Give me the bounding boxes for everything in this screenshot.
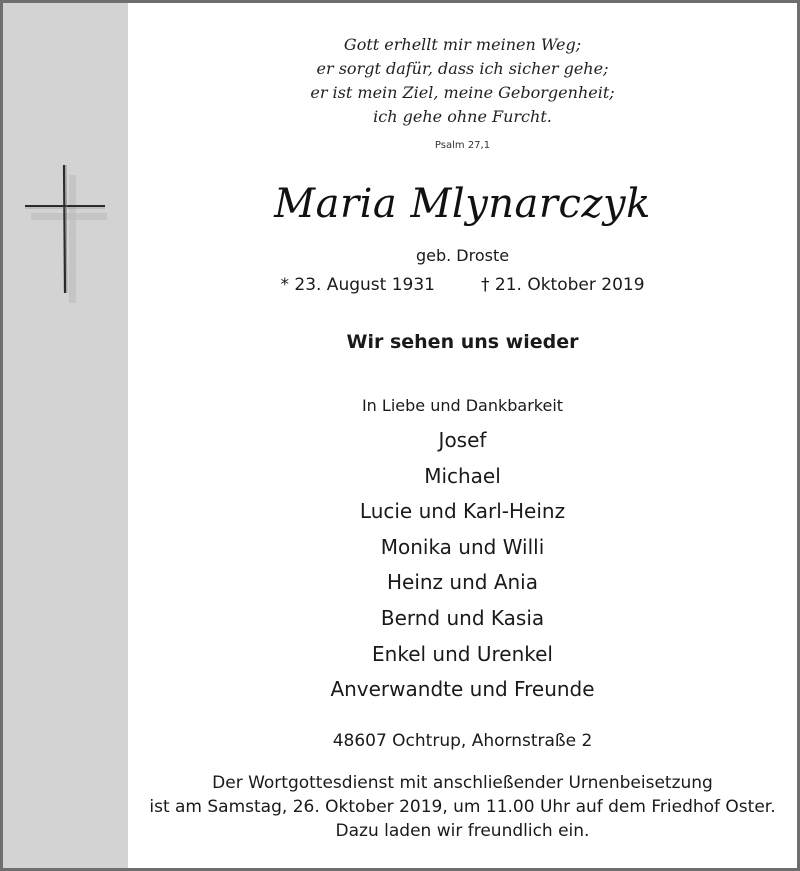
birth-date: * 23. August 1931: [280, 275, 435, 295]
service-line: ist am Samstag, 26. Oktober 2019, um 11.00 Uhr auf dem Friedhof Oster.: [149, 797, 776, 817]
list-item: Enkel und Urenkel: [372, 641, 553, 666]
list-item: Michael: [424, 463, 501, 488]
list-item: Bernd und Kasia: [380, 605, 545, 630]
mourners-intro: In Liebe und Dankbarkeit: [361, 396, 564, 415]
list-item: Anverwandte und Freunde: [330, 677, 595, 702]
deceased-name: Maria Mlynarczyk: [274, 181, 651, 227]
mourners-list: [128, 423, 797, 708]
notice-content: [128, 3, 797, 868]
address: 48607 Ochtrup, Ahornstraße 2: [332, 731, 593, 751]
list-item: Josef: [438, 428, 487, 452]
verse-line: er sorgt dafür, dass ich sicher gehe;: [316, 59, 609, 78]
service-info: [128, 771, 797, 843]
bible-verse: [128, 33, 797, 129]
maiden-name: geb. Droste: [415, 246, 510, 265]
verse-line: ich gehe ohne Furcht.: [373, 107, 552, 126]
motto: Wir sehen uns wieder: [346, 331, 579, 353]
service-line: Der Wortgottesdienst mit anschließender Urnenbeisetzung: [212, 773, 713, 793]
cross-icon: [21, 163, 111, 303]
list-item: Lucie und Karl-Heinz: [359, 499, 566, 524]
death-date: † 21. Oktober 2019: [480, 275, 645, 295]
verse-reference: Psalm 27,1: [434, 140, 491, 151]
verse-line: er ist mein Ziel, meine Geborgenheit;: [310, 83, 615, 102]
verse-line: Gott erhellt mir meinen Weg;: [343, 35, 582, 54]
list-item: Monika und Willi: [380, 534, 545, 559]
life-dates: [128, 274, 797, 296]
list-item: Heinz und Ania: [386, 570, 538, 595]
sidebar-panel: [3, 3, 128, 868]
service-line: Dazu laden wir freundlich ein.: [335, 821, 590, 841]
